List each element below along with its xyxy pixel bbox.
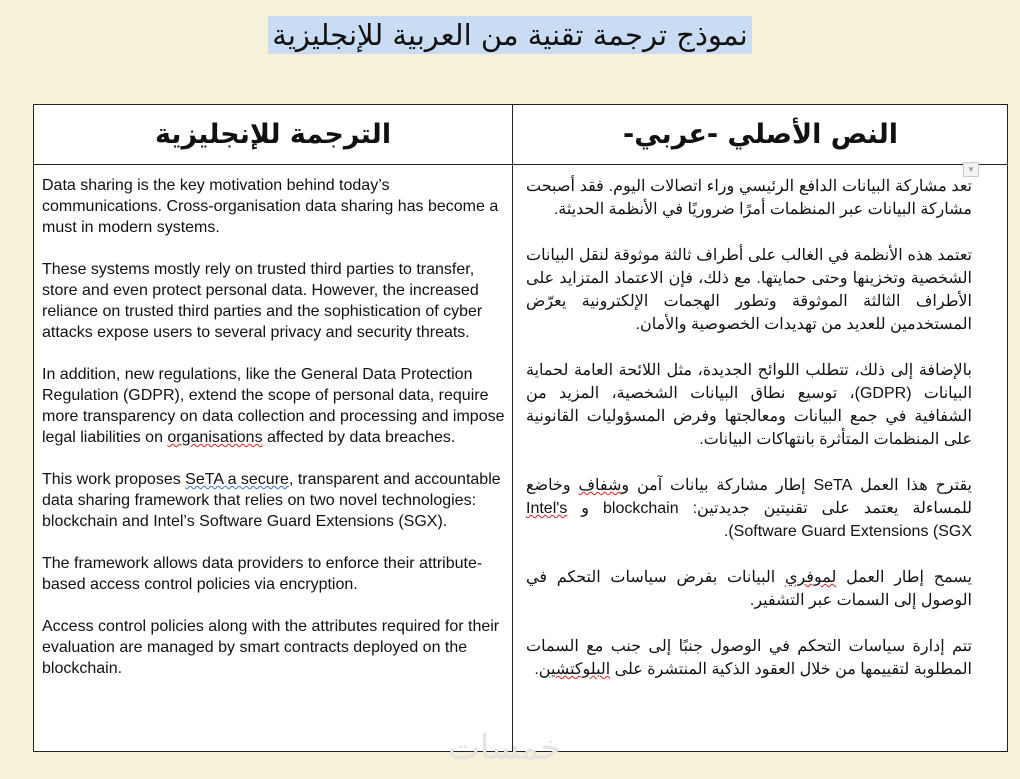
arabic-paragraph [526,635,972,681]
grammar-flag-text: SeTA a secure [185,471,289,488]
watermark-logo: خمسات [448,728,562,768]
text: يسمح إطار العمل [836,569,972,586]
column-divider [512,105,513,751]
text: affected by data breaches. [262,429,456,446]
document-title: نموذج ترجمة تقنية من العربية للإنجليزية [268,16,751,54]
english-paragraph [42,364,507,448]
title-wrap [0,16,1020,54]
header-english-translation: الترجمة للإنجليزية [34,105,512,165]
text: البيانات بفرض سياسات التحكم في الوصول إلى السمات عبر التشفير. [526,569,972,609]
english-paragraph: Data sharing is the key motivation behind today’s communications. Cross-organisation data sharing has become a must in modern systems. [42,177,499,236]
english-paragraph: These systems mostly rely on trusted third parties to transfer, store and even protect personal data. However, the increased reliance on trusted third parties and the sophistication of cyber attacks expose users to several privacy and security threats. [42,261,483,341]
arabic-paragraph: بالإضافة إلى ذلك، تتطلب اللوائح الجديدة، مثل اللائحة العامة لحماية البيانات (GDPR)، توسيع نطاق البيانات الشخصية، المزيد من الشفافية في جمع البيانات ومعالجتها وفرض المسؤوليات القانونية على المنظمات المتأثرة بانتهاكات البيانات. [526,362,973,448]
arabic-cell[interactable] [526,175,972,704]
arabic-paragraph [526,566,972,612]
text: This work proposes [42,471,186,488]
header-arabic-original: النص الأصلي -عربي- [512,105,1008,165]
spelling-error-word: شفاف [578,477,622,494]
dropdown-arrow-icon[interactable]: ▼ [963,162,979,177]
spelling-error-word: organisations [167,429,263,446]
arabic-paragraph: تعد مشاركة البيانات الدافع الرئيسي وراء اتصالات اليوم. فقد أصبحت مشاركة البيانات عبر المنظمات أمرًا ضروريًا في الأنظمة الحديثة. [526,178,972,218]
spelling-error-word: Intel's [526,500,568,517]
text: تتم إدارة سياسات التحكم في الوصول جنبًا إلى جنب مع السمات المطلوبة لتقييمها من خلال العقود الذكية المنتشرة على [526,638,972,678]
english-paragraph: The framework allows data providers to enforce their attribute-based access control policies via encryption. [42,555,483,593]
text: (Software Guard Extensions (SGX. [723,523,972,540]
english-paragraph [42,469,507,532]
spelling-error-word: البلوكتشين [538,661,611,678]
arabic-paragraph [526,474,972,543]
english-paragraph: Access control policies along with the attributes required for their evaluation are managed by smart contracts deployed on the blockchain. [42,618,500,677]
text: , transparent and accountable data sharing framework that relies on two novel technologies: blockchain and Intel’s Software Guard Extensions (SGX). [42,471,501,530]
spelling-error-word: لموفري [784,569,837,586]
text: . [534,661,539,678]
text: وخاضع للمساءلة يعتمد على تقنيتين جديدتين: blockchain و [526,477,972,517]
text: In addition, new regulations, like the General Data Protection Regulation (GDPR), extend the scope of personal data, require more transparency on data collection and processing and impose legal liabilities on [42,366,505,446]
arabic-paragraph: تعتمد هذه الأنظمة في الغالب على أطراف ثالثة موثوقة لنقل البيانات الشخصية وتخزينها وحتى حمايتها. مع ذلك، فإن الاعتماد المتزايد على الأطراف الثالثة الموثوقة وتطور الهجمات الإلكترونية يعرّض المستخدمين للعديد من تهديدات الخصوصية والأمان. [526,247,972,333]
translation-table [33,104,1008,752]
text: يقترح هذا العمل SeTA إطار مشاركة بيانات آمن و [621,477,972,494]
english-cell[interactable] [42,175,507,700]
